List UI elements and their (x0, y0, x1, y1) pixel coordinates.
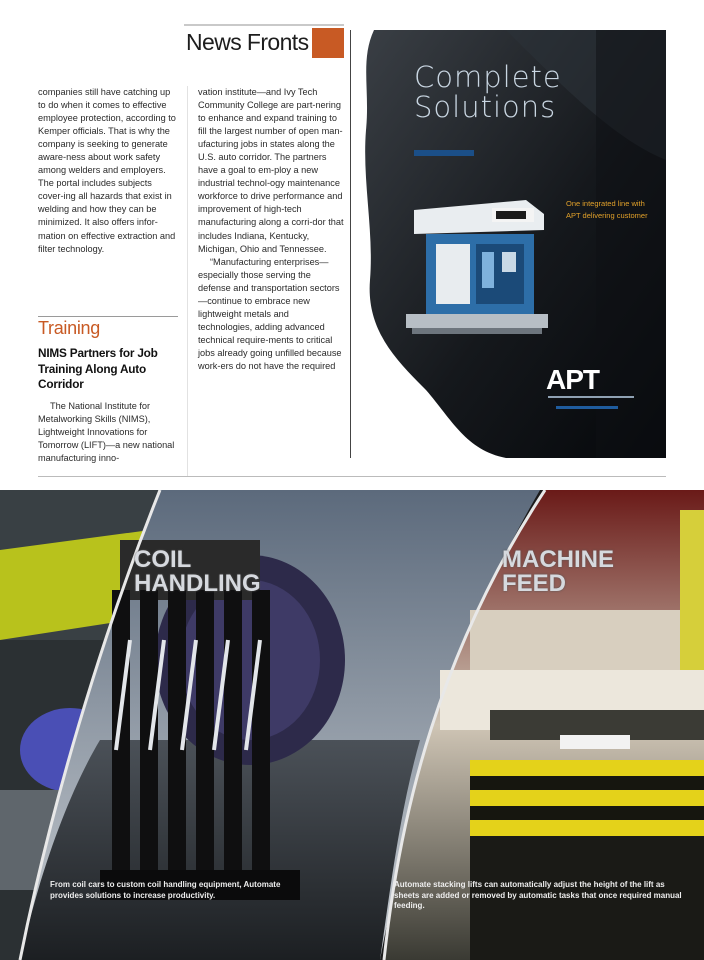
logo-blue-bar (556, 406, 618, 409)
page-bottom-rule (38, 476, 666, 477)
coil-handling-label: COIL HANDLING (134, 546, 261, 597)
article-headline: NIMS Partners for Job Training Along Auto Corridor (38, 346, 158, 391)
photo-spread (0, 490, 704, 960)
machine-feed-caption: Automate stacking lifts can automatically adjust the height of the lift as sheets are added or removed by automatic tasks that once required manual feeding. (394, 880, 682, 910)
ad-copy: One integrated line with APT delivering customer (566, 199, 648, 220)
column-divider (187, 86, 188, 476)
article-paragraph: “Manufacturing enterprises—especially those serving the defense and transportation sectors—continue to embrace new lightweight metals and technologies, adding advanced technical require-ments to critical jobs already going unfilled because work-ers do not have the required (198, 256, 342, 371)
article-column-2 (198, 86, 344, 373)
logo-tagline-rule (548, 396, 634, 398)
ad-heading: Complete Solutions (414, 60, 562, 124)
press-machine-illustration (406, 190, 548, 350)
article-column-1 (38, 86, 178, 256)
ad-accent-bar (414, 150, 474, 156)
header-rule (184, 24, 344, 26)
article-paragraph: The National Institute for Metalworking Skills (NIMS), Lightweight Innovations for Tomorrow (LIFT)—a new national manufacturing inno- (38, 401, 175, 464)
section-color-swatch (312, 28, 344, 58)
training-rule (38, 316, 178, 317)
machine-feed-label: MACHINE FEED (502, 546, 614, 597)
section-title: News Fronts (186, 29, 309, 55)
training-section-label: Training (38, 318, 100, 338)
article-paragraph: companies still have catching up to do when it comes to effective employee protection, according to Kemper officials. That is why the company is seeking to generate aware-ness about work safety among welders and employers. The portal includes subjects cover-ing all hazards that exist in welding and how they can be minimized. It also offers infor-mation on effective extraction and filter technology. (38, 87, 176, 254)
advertisement[interactable] (356, 30, 666, 458)
coil-handling-caption: From coil cars to custom coil handling equipment, Automate provides solutions to increase productivity. (50, 880, 281, 900)
apt-logo: APT (546, 364, 599, 395)
article-column-1-lower (38, 400, 178, 465)
article-paragraph: vation institute—and Ivy Tech Community College are part-nering to enhance and expand training to fill the largest number of open man-ufacturing jobs in states along the U.S. auto corridor. The partners have a goal to em-ploy a new industrial technol-ogy maintenance workforce to drive performance and improvement of high-tech manufacturing along a corri-dor that includes Indiana, Kentucky, Michigan, Ohio and Tennessee. (198, 87, 344, 254)
